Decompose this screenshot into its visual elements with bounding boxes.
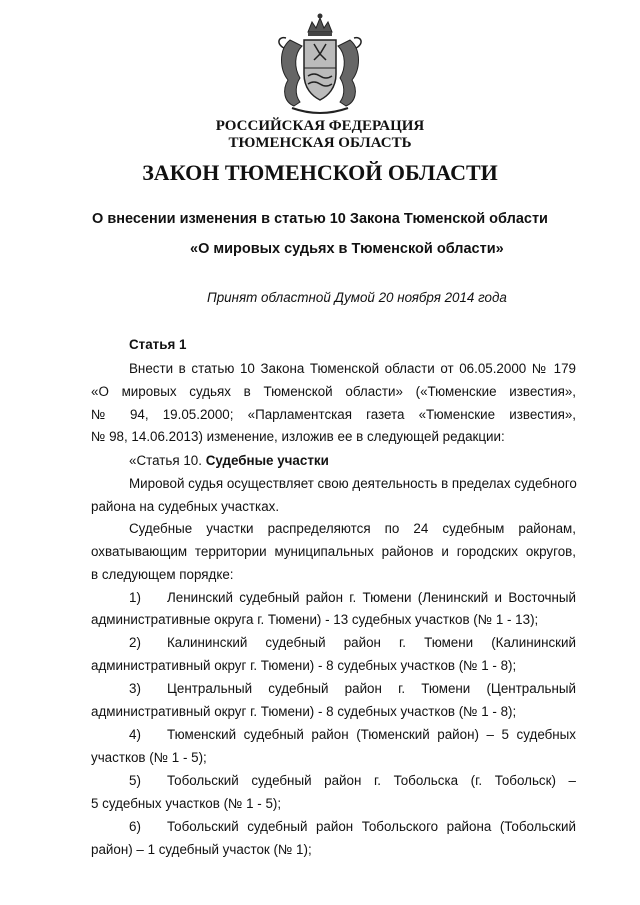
paragraph-line: района на судебных участках. bbox=[91, 499, 280, 514]
list-item-rest: административный округ г. Тюмени) - 8 судебных участков (№ 1 - 8); bbox=[91, 704, 517, 719]
list-item-rest: административные округа г. Тюмени) - 13 судебных участков (№ 1 - 13); bbox=[91, 612, 539, 627]
list-item-first: Калининский судебный район г. Тюмени (Калининский bbox=[167, 635, 576, 650]
list-item-first: Центральный судебный район г. Тюмени (Центральный bbox=[167, 681, 576, 696]
paragraph-line: Судебные участки распределяются по 24 судебным районам, bbox=[129, 521, 576, 536]
list-item-number: 1) bbox=[129, 590, 141, 605]
paragraph-line: в следующем порядке: bbox=[91, 567, 234, 582]
body-line: № 94, 19.05.2000; «Парламентская газета «Тюменские известия», bbox=[91, 407, 576, 422]
list-item-number: 4) bbox=[129, 727, 141, 742]
list-item-rest: 5 судебных участков (№ 1 - 5); bbox=[91, 796, 282, 811]
list-item-number: 3) bbox=[129, 681, 141, 696]
list-item-rest: административный округ г. Тюмени) - 8 судебных участков (№ 1 - 8); bbox=[91, 658, 517, 673]
list-item-first: Тобольский судебный район г. Тобольска (г. Тобольск) – bbox=[167, 773, 576, 788]
law-title: ЗАКОН ТЮМЕНСКОЙ ОБЛАСТИ bbox=[142, 160, 498, 185]
subject-line-1: О внесении изменения в статью 10 Закона Тюменской области bbox=[92, 211, 548, 227]
list-item-rest: участков (№ 1 - 5); bbox=[91, 750, 207, 765]
region-title: ТЮМЕНСКАЯ ОБЛАСТЬ bbox=[228, 135, 412, 151]
paragraph-line: Мировой судья осуществляет свою деятельность в пределах судебного bbox=[129, 476, 577, 491]
quoted-article-prefix: «Статья 10. bbox=[129, 453, 202, 468]
list-item-first: Тюменский судебный район (Тюменский район) – 5 судебных bbox=[167, 727, 576, 742]
subject-line-2: «О мировых судьях в Тюменской области» bbox=[190, 241, 504, 257]
list-item-number: 5) bbox=[129, 773, 141, 788]
list-item-number: 2) bbox=[129, 635, 141, 650]
adoption-date: Принят областной Думой 20 ноября 2014 года bbox=[207, 290, 507, 305]
coat-of-arms-emblem bbox=[270, 10, 370, 120]
federation-title: РОССИЙСКАЯ ФЕДЕРАЦИЯ bbox=[215, 118, 425, 134]
list-item-first: Ленинский судебный район г. Тюмени (Ленинский и Восточный bbox=[167, 590, 576, 605]
list-item-rest: район) – 1 судебный участок (№ 1); bbox=[91, 842, 312, 857]
body-line: Внести в статью 10 Закона Тюменской области от 06.05.2000 № 179 bbox=[129, 361, 576, 376]
body-line: «О мировых судьях в Тюменской области» («Тюменские известия», bbox=[91, 384, 576, 399]
quoted-article-heading bbox=[129, 452, 576, 469]
quoted-article-title: Судебные участки bbox=[205, 453, 329, 468]
paragraph-line: охватывающим территории муниципальных районов и городских округов, bbox=[91, 544, 576, 559]
body-line: № 98, 14.06.2013) изменение, изложив ее в следующей редакции: bbox=[91, 429, 505, 444]
list-item-number: 6) bbox=[129, 819, 141, 834]
list-item-first: Тобольский судебный район Тобольского района (Тобольский bbox=[167, 819, 576, 834]
article-heading: Статья 1 bbox=[129, 337, 187, 352]
